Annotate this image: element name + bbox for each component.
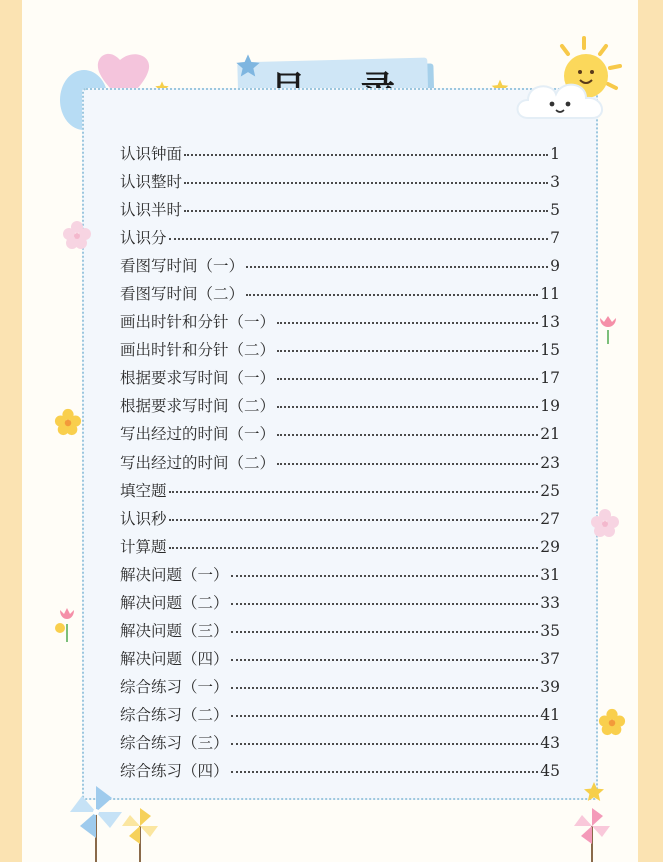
toc-entry-label: 写出经过的时间（一） [120, 425, 276, 444]
toc-entry[interactable] [120, 507, 560, 535]
toc-entry-page: 27 [540, 509, 560, 528]
toc-entry-label: 看图写时间（一） [120, 257, 245, 276]
toc-entry[interactable] [120, 422, 560, 450]
toc-entry[interactable] [120, 563, 560, 591]
toc-entry[interactable] [120, 451, 560, 479]
toc-entry-label: 根据要求写时间（二） [120, 397, 276, 416]
toc-entry-label: 认识整时 [120, 173, 183, 192]
toc-leader-dots [246, 293, 538, 296]
toc-entry[interactable] [120, 142, 560, 170]
toc-entry-page: 5 [550, 201, 560, 220]
toc-entry[interactable] [120, 226, 560, 254]
toc-leader-dots [184, 153, 548, 156]
toc-entry-label: 根据要求写时间（一） [120, 369, 276, 388]
toc-leader-dots [231, 574, 539, 577]
toc-leader-dots [169, 490, 539, 493]
toc-entry-page: 1 [550, 145, 560, 163]
toc-entry-page: 39 [540, 677, 560, 696]
cloud-icon [512, 72, 612, 128]
toc-entry-label: 综合练习（三） [120, 733, 229, 752]
toc-entry[interactable] [120, 619, 560, 647]
star-icon [582, 780, 606, 804]
toc-entry-label: 看图写时间（二） [120, 285, 245, 304]
toc-entry-page: 37 [540, 649, 560, 668]
toc-entry-page: 31 [540, 565, 560, 584]
toc-entry-page: 21 [540, 425, 560, 444]
toc-entry-page: 41 [540, 705, 560, 724]
toc-entry-label: 解决问题（二） [120, 593, 229, 612]
toc-leader-dots [231, 742, 539, 745]
toc-entry-page: 9 [550, 257, 560, 276]
toc-entry-label: 解决问题（一） [120, 565, 229, 584]
toc-leader-dots [277, 321, 538, 324]
toc-entry-page: 29 [540, 537, 560, 556]
toc-leader-dots [184, 181, 548, 184]
toc-entry-label: 填空题 [120, 481, 167, 500]
toc-leader-dots [231, 714, 539, 717]
pinwheel-icon [572, 806, 612, 862]
toc-entry-label: 认识秒 [120, 509, 167, 528]
toc-entry-label: 画出时针和分针（一） [120, 313, 276, 332]
toc-leader-dots [231, 770, 539, 773]
toc-entry[interactable] [120, 647, 560, 675]
toc-entry-page: 3 [550, 173, 560, 192]
toc-entry-label: 综合练习（一） [120, 677, 229, 696]
toc-entry-page: 7 [550, 229, 560, 248]
toc-leader-dots [231, 658, 539, 661]
toc-entry-page: 45 [540, 762, 560, 781]
toc-entry[interactable] [120, 394, 560, 422]
toc-leader-dots [231, 630, 539, 633]
toc-leader-dots [169, 237, 549, 240]
toc-leader-dots [169, 546, 539, 549]
toc-leader-dots [184, 209, 548, 212]
toc-entry[interactable] [120, 254, 560, 282]
toc-entry-page: 25 [540, 481, 560, 500]
toc-leader-dots [277, 405, 538, 408]
toc-leader-dots [277, 462, 538, 465]
toc-entry[interactable] [120, 310, 560, 338]
toc-leader-dots [277, 433, 538, 436]
toc-leader-dots [277, 377, 538, 380]
toc-entry-page: 13 [540, 313, 560, 332]
toc-entry-label: 画出时针和分针（二） [120, 341, 276, 360]
toc-entry[interactable] [120, 338, 560, 366]
toc-leader-dots [169, 518, 539, 521]
toc-entry[interactable] [120, 170, 560, 198]
toc-entry[interactable] [120, 198, 560, 226]
toc-entry[interactable] [120, 366, 560, 394]
toc-leader-dots [231, 686, 539, 689]
toc-entry[interactable] [120, 479, 560, 507]
flower-icon [590, 508, 620, 538]
toc-entry-label: 计算题 [120, 537, 167, 556]
flower-icon [596, 314, 620, 344]
table-of-contents [120, 142, 560, 787]
toc-entry-page: 15 [540, 341, 560, 360]
toc-entry-page: 23 [540, 453, 560, 472]
flower-icon [598, 708, 626, 736]
toc-leader-dots [246, 265, 548, 268]
toc-entry[interactable] [120, 591, 560, 619]
toc-entry[interactable] [120, 282, 560, 310]
toc-entry-label: 综合练习（二） [120, 705, 229, 724]
toc-entry-page: 43 [540, 733, 560, 752]
flower-icon [62, 220, 92, 250]
toc-leader-dots [277, 349, 538, 352]
toc-entry-page: 33 [540, 593, 560, 612]
pinwheel-icon [120, 806, 160, 862]
toc-entry-label: 综合练习（四） [120, 762, 229, 781]
toc-entry[interactable] [120, 703, 560, 731]
toc-entry-label: 认识分 [120, 229, 167, 248]
toc-entry[interactable] [120, 675, 560, 703]
toc-entry-page: 17 [540, 369, 560, 388]
flower-icon [52, 604, 82, 642]
toc-entry-label: 写出经过的时间（二） [120, 453, 276, 472]
toc-entry[interactable] [120, 731, 560, 759]
toc-entry-label: 解决问题（四） [120, 649, 229, 668]
toc-entry-label: 认识钟面 [120, 145, 183, 163]
toc-entry-page: 11 [540, 285, 560, 304]
pinwheel-icon [68, 784, 124, 862]
toc-entry[interactable] [120, 535, 560, 563]
flower-icon [54, 408, 82, 436]
toc-entry-label: 认识半时 [120, 201, 183, 220]
toc-entry-page: 35 [540, 621, 560, 640]
toc-leader-dots [231, 602, 539, 605]
toc-entry-label: 解决问题（三） [120, 621, 229, 640]
toc-entry-page: 19 [540, 397, 560, 416]
toc-entry[interactable] [120, 759, 560, 787]
